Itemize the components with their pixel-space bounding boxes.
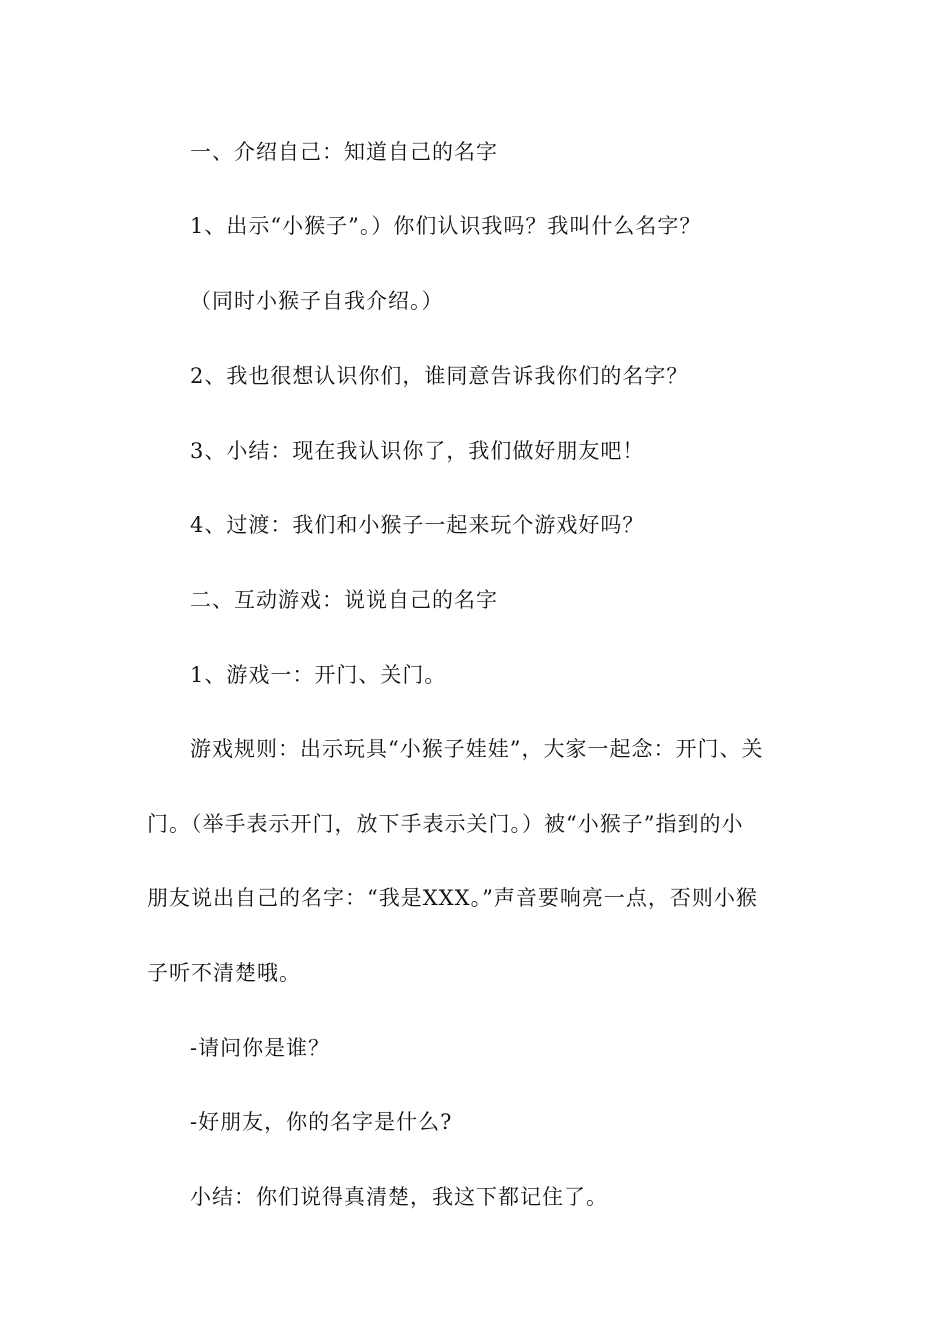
dialogue-line: -好朋友，你的名字是什么? bbox=[190, 1110, 453, 1134]
paragraph-line: 1、出示“小猴子”。）你们认识我吗？我叫什么名字？ bbox=[190, 214, 702, 238]
section-heading-2: 二、互动游戏：说说自己的名字 bbox=[190, 588, 498, 612]
section-heading-1: 一、介绍自己：知道自己的名字 bbox=[190, 140, 498, 164]
dialogue-line: -请问你是谁？ bbox=[190, 1036, 331, 1060]
paragraph-line: 小结：你们说得真清楚，我这下都记住了。 bbox=[190, 1185, 608, 1209]
paragraph-line: 1、游戏一：开门、关门。 bbox=[190, 663, 447, 687]
paragraph-line: 3、小结：现在我认识你了，我们做好朋友吧！ bbox=[190, 439, 645, 463]
paragraph-line: 门。（举手表示开门，放下手表示关门。）被“小猴子”指到的小 bbox=[147, 812, 744, 836]
paragraph-line: 2、我也很想认识你们，谁同意告诉我你们的名字？ bbox=[190, 364, 689, 388]
paragraph-line: 游戏规则：出示玩具“小猴子娃娃”，大家一起念：开门、关 bbox=[190, 737, 764, 761]
paragraph-line: 4、过渡：我们和小猴子一起来玩个游戏好吗？ bbox=[190, 513, 645, 537]
paragraph-line: （同时小猴子自我介绍。） bbox=[190, 289, 444, 313]
paragraph-line: 朋友说出自己的名字：“我是XXX。”声音要响亮一点，否则小猴 bbox=[147, 886, 758, 910]
paragraph-line: 子听不清楚哦。 bbox=[147, 961, 301, 985]
